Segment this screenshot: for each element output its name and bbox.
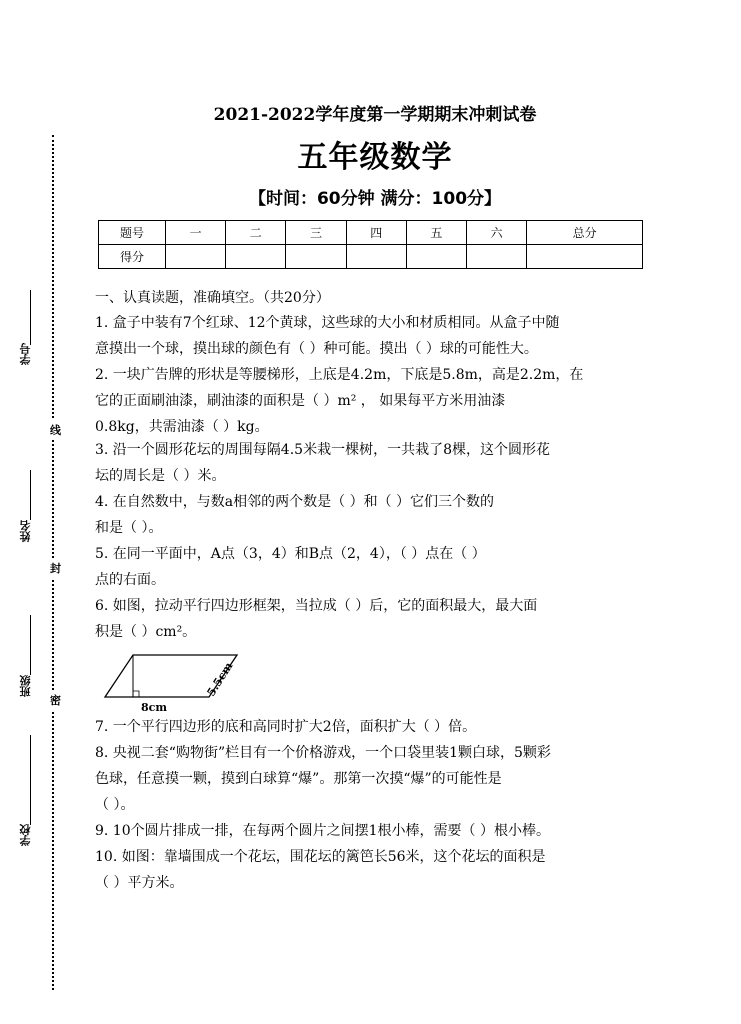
- school-blank[interactable]: [30, 735, 31, 825]
- class-blank[interactable]: [30, 615, 31, 675]
- student-id-blank[interactable]: [30, 290, 31, 345]
- question-line: 它的正面刷油漆，刷油漆的面积是（ ）m² ， 如果每平方米用油漆: [95, 393, 506, 409]
- question-line: 积是（ ）cm²。: [95, 624, 197, 640]
- question-6: [95, 593, 655, 645]
- question-line: 色球，任意摸一颗，摸到白球算“爆”。那第一次摸“爆”的可能性是: [95, 771, 502, 787]
- base-label: 8cm: [141, 701, 167, 714]
- student-id-label: 学号: [19, 343, 32, 365]
- score-cell[interactable]: [406, 245, 466, 269]
- question-5: [95, 541, 655, 593]
- score-header-cell: 题号: [99, 221, 166, 245]
- question-line: 点的右面。: [95, 572, 165, 588]
- right-angle-mark: [133, 691, 139, 697]
- name-label: 姓名: [19, 520, 32, 542]
- score-cell[interactable]: [286, 245, 346, 269]
- question-line: 坛的周长是（ ）米。: [95, 468, 226, 484]
- question-line: 3. 沿一个圆形花坛的周围每隔4.5米栽一棵树，一共栽了8棵，这个圆形花: [95, 442, 550, 458]
- question-line: 8. 央视二套“购物街”栏目有一个价格游戏，一个口袋里装1颗白球，5颗彩: [95, 745, 551, 761]
- question-7: [95, 714, 655, 740]
- question-line: 0.8kg，共需油漆（ ）kg。: [95, 419, 269, 435]
- seal-char-xian: 线: [50, 420, 61, 440]
- question-line: 2. 一块广告牌的形状是等腰梯形，上底是4.2m，下底是5.8m，高是2.2m，在: [95, 367, 584, 383]
- score-header-cell: 五: [406, 221, 466, 245]
- question-8: [95, 740, 655, 818]
- question-line: 5. 在同一平面中，A点（3，4）和B点（2，4），（ ）点在（ ）: [95, 546, 486, 562]
- binding-margin: [0, 0, 70, 1024]
- side-label: 5.5cm: [204, 659, 236, 699]
- parallelogram-figure: [95, 645, 245, 715]
- section-heading: 一、认真读题，准确填空。（共20分）: [95, 290, 330, 306]
- score-header-cell: 总分: [527, 221, 643, 245]
- score-cell[interactable]: [226, 245, 286, 269]
- score-header-cell: 二: [226, 221, 286, 245]
- question-line: 意摸出一个球，摸出球的颜色有（ ）种可能。摸出（ ）球的可能性大。: [95, 341, 538, 357]
- score-cell[interactable]: [467, 245, 527, 269]
- seal-char-mi: 密: [50, 690, 61, 710]
- score-cell[interactable]: [166, 245, 226, 269]
- exam-time-score: 【时间：60分钟 满分：100分】: [248, 189, 502, 209]
- exam-term-title: 2021-2022学年度第一学期期末冲刺试卷: [213, 105, 537, 125]
- score-cell[interactable]: [527, 245, 643, 269]
- seal-char-feng: 封: [50, 558, 61, 578]
- question-line: （ ）平方米。: [95, 875, 184, 891]
- score-header-cell: 六: [467, 221, 527, 245]
- question-9: [95, 818, 655, 844]
- question-10: [95, 844, 655, 896]
- question-line: 1. 盒子中装有7个红球、12个黄球，这些球的大小和材质相同。从盒子中随: [95, 315, 560, 331]
- question-line: 10. 如图：靠墙围成一个花坛，围花坛的篱笆长56米，这个花坛的面积是: [95, 849, 546, 865]
- score-table: [98, 220, 643, 269]
- question-line: 7. 一个平行四边形的底和高同时扩大2倍，面积扩大（ ）倍。: [95, 719, 477, 735]
- class-label: 班级: [19, 675, 32, 697]
- score-cell[interactable]: [346, 245, 406, 269]
- score-header-cell: 四: [346, 221, 406, 245]
- exam-subject-title: 五年级数学: [297, 140, 453, 175]
- score-header-cell: 三: [286, 221, 346, 245]
- question-line: 和是（ ）。: [95, 520, 163, 536]
- score-header-cell: 一: [166, 221, 226, 245]
- score-row-label: 得分: [99, 245, 166, 269]
- name-blank[interactable]: [30, 470, 31, 520]
- question-line: 9. 10个圆片排成一排，在每两个圆片之间摆1根小棒，需要（ ）根小棒。: [95, 823, 550, 839]
- question-1: [95, 310, 655, 362]
- question-line: （ ）。: [95, 797, 135, 813]
- score-table-header-row: [99, 221, 643, 245]
- question-line: 6. 如图，拉动平行四边形框架，当拉成（ ）后，它的面积最大，最大面: [95, 598, 538, 614]
- score-table-score-row: [99, 245, 643, 269]
- question-3: [95, 437, 655, 489]
- question-2: [95, 362, 655, 440]
- school-label: 学校: [19, 824, 32, 846]
- question-line: 4. 在自然数中，与数a相邻的两个数是（ ）和（ ）它们三个数的: [95, 494, 495, 510]
- question-4: [95, 489, 655, 541]
